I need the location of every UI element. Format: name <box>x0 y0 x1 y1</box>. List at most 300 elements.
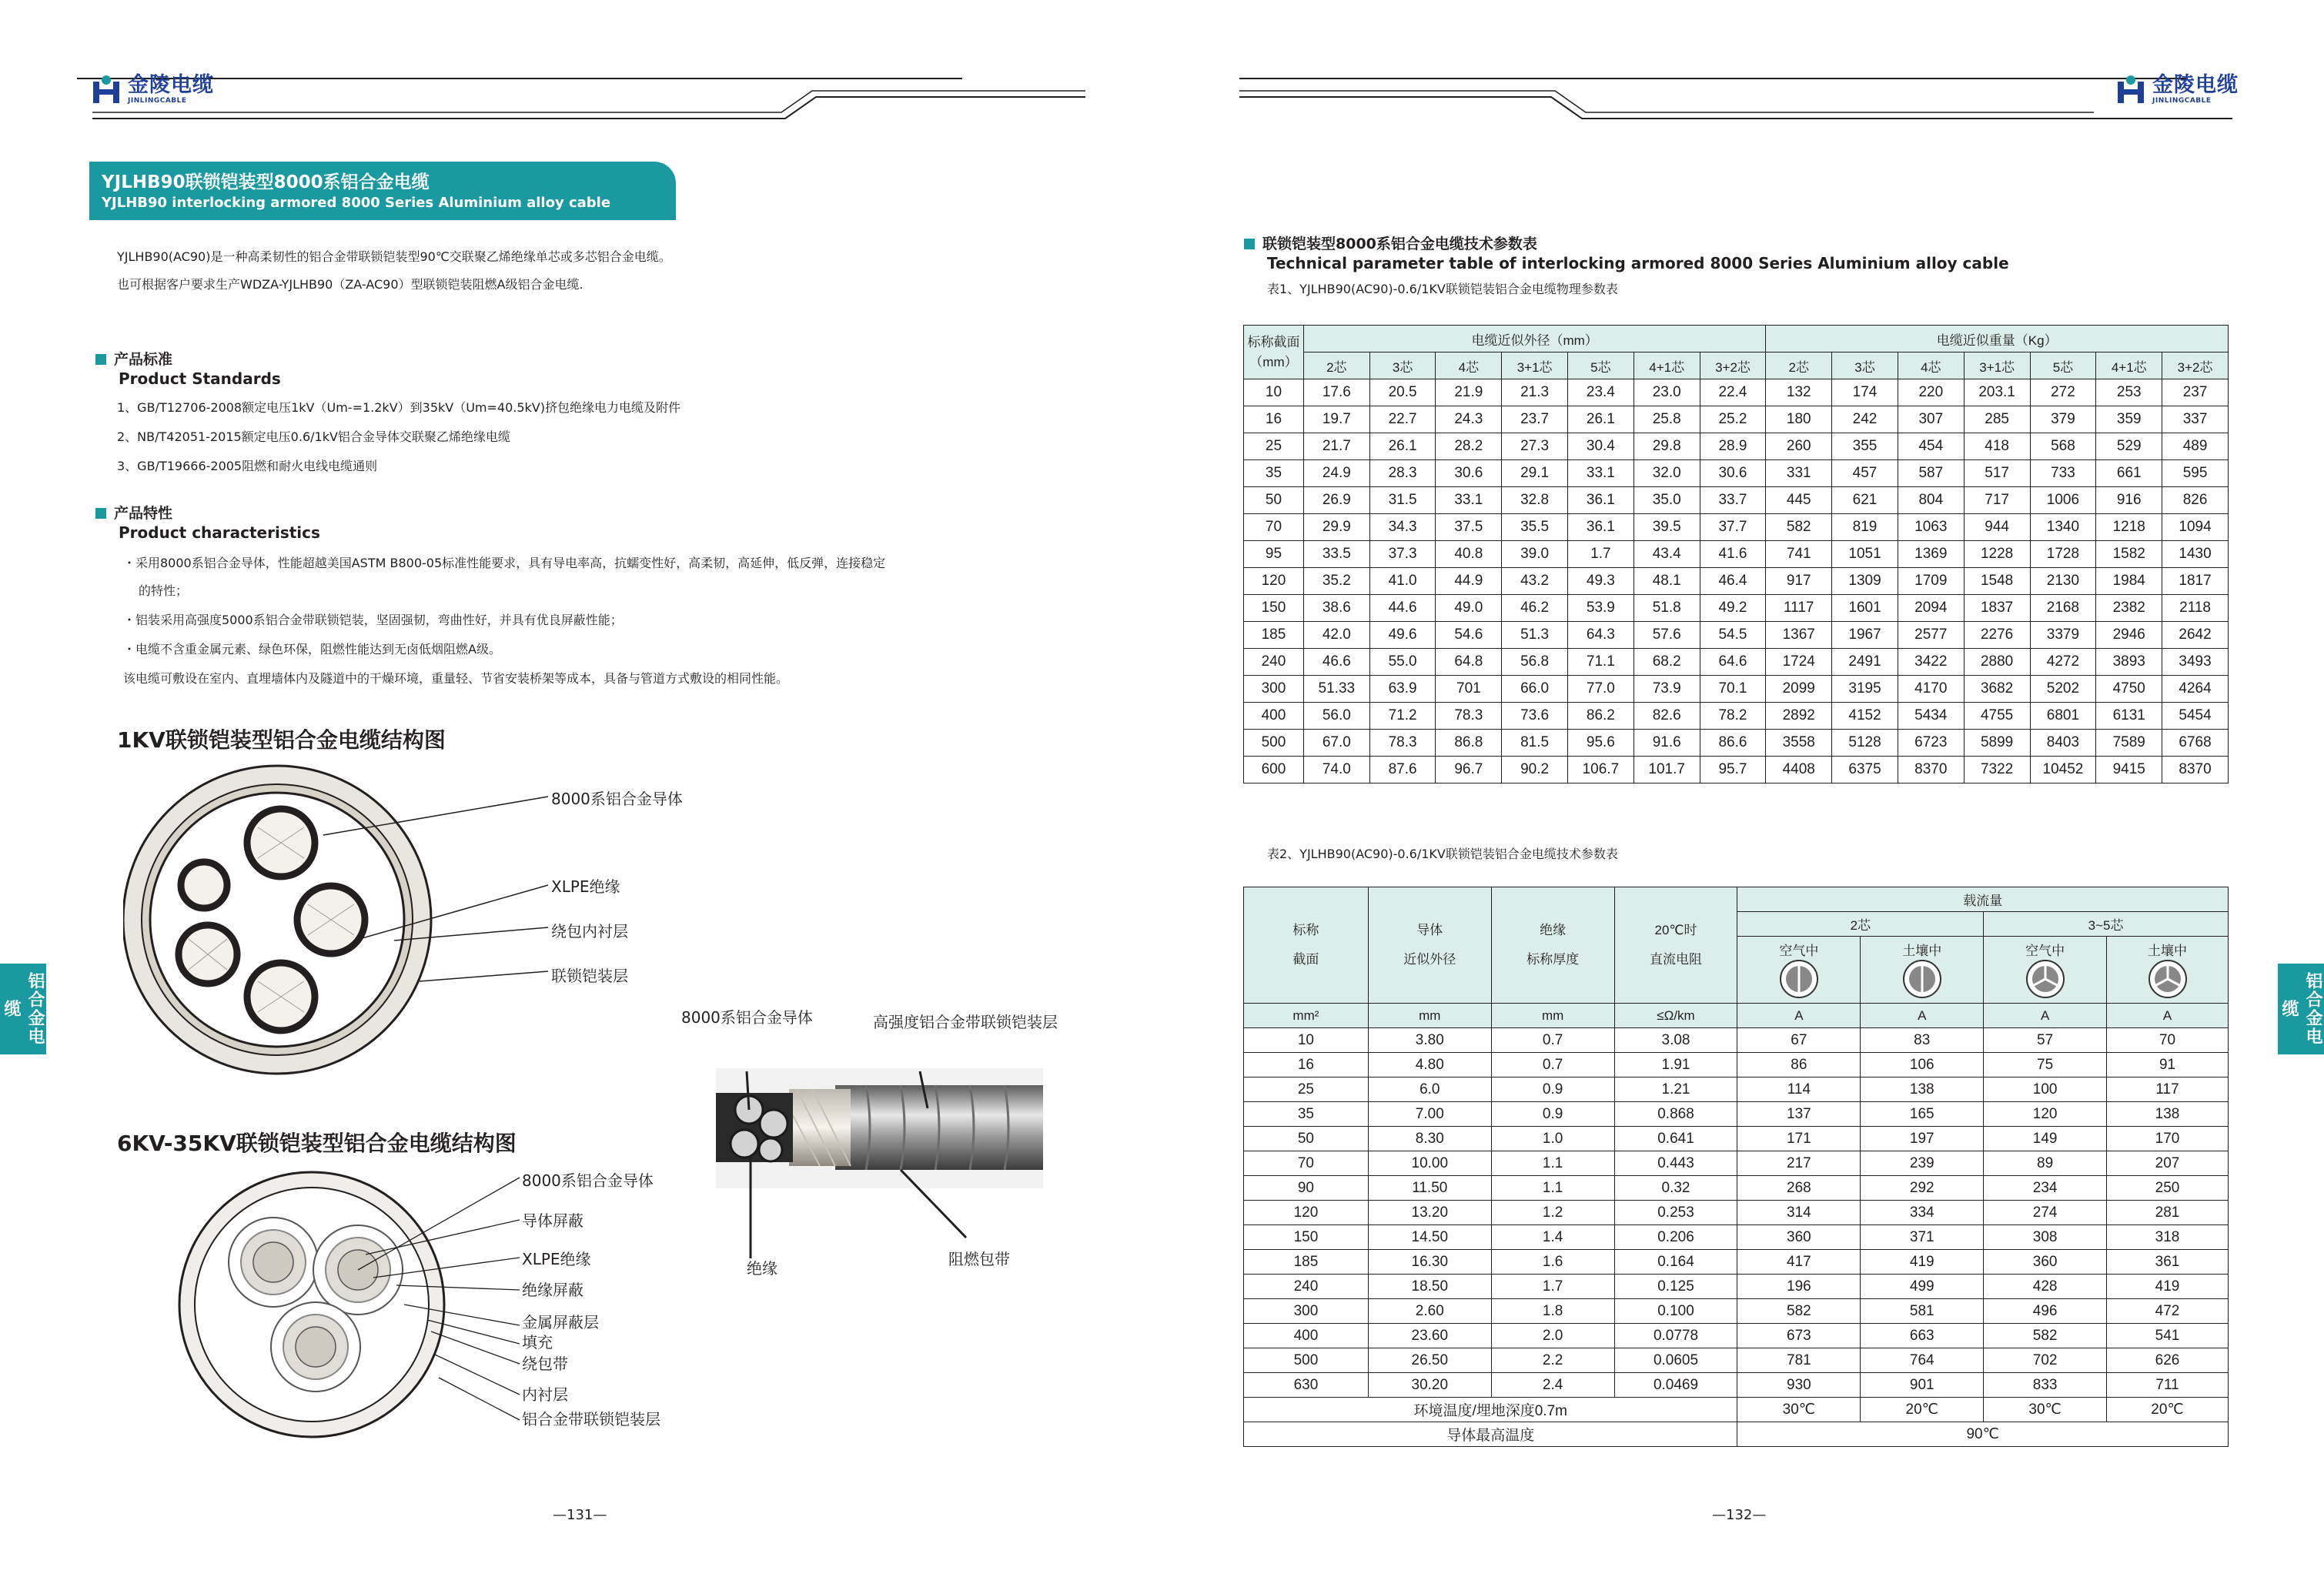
table-cell: 34.3 <box>1369 514 1436 541</box>
table-cell: 38.6 <box>1303 595 1369 622</box>
table-cell: 582 <box>1737 1299 1861 1324</box>
table-cell: 70 <box>1244 514 1304 541</box>
product-title-cn: YJLHB90联锁铠装型8000系铝合金电缆 <box>102 172 430 192</box>
table-cell: 6.0 <box>1368 1077 1491 1102</box>
table-cell: 819 <box>1832 514 1898 541</box>
diagram2-title: 6KV-35KV联锁铠装型铝合金电缆结构图 <box>117 1131 517 1156</box>
table-cell: 25.8 <box>1633 406 1700 433</box>
t1-subheader-cores: 3+2芯 <box>1700 352 1766 379</box>
t1-subheader-cores: 5芯 <box>2030 352 2096 379</box>
table-cell: 418 <box>1964 433 2030 460</box>
table-cell: 1.8 <box>1491 1299 1614 1324</box>
t1-subheader-cores: 3+2芯 <box>2162 352 2229 379</box>
table-cell: 49.0 <box>1436 595 1502 622</box>
table-cell: 663 <box>1861 1324 1984 1348</box>
table-cell: 274 <box>1984 1201 2107 1225</box>
table-cell: 454 <box>1898 433 1964 460</box>
table-cell: 379 <box>2030 406 2096 433</box>
table-cell: 5128 <box>1832 730 1898 757</box>
table-cell: 1.91 <box>1614 1053 1737 1077</box>
physical-params-table <box>1243 325 2229 783</box>
diagram1-label-inner-wrap: 绕包内衬层 <box>551 922 628 941</box>
table-cell: 2382 <box>2096 595 2162 622</box>
cable-35kv-cross-section <box>173 1162 527 1447</box>
table-cell: 472 <box>2107 1299 2229 1324</box>
table-cell: 499 <box>1861 1275 1984 1299</box>
table-cell: 54.6 <box>1436 622 1502 649</box>
brand-name-cn: 金陵电缆 <box>128 72 214 97</box>
photo-label-armor: 高强度铝合金带联锁铠装层 <box>873 1013 1058 1031</box>
table-cell: 10 <box>1244 379 1304 406</box>
table-cell: 95.6 <box>1567 730 1633 757</box>
right-page-number: —132— <box>1712 1507 1767 1523</box>
photo-label-insulation: 绝缘 <box>747 1259 777 1278</box>
table-cell: 3379 <box>2030 622 2096 649</box>
table-cell: 0.7 <box>1491 1028 1614 1053</box>
table-cell: 419 <box>1861 1250 1984 1275</box>
table-cell: 75 <box>1984 1053 2107 1077</box>
table-cell: 26.1 <box>1369 433 1436 460</box>
diagram2-label-metal-shield: 金属屏蔽层 <box>522 1313 599 1331</box>
table-cell: 1367 <box>1766 622 1832 649</box>
table-cell: 8.30 <box>1368 1127 1491 1151</box>
table-cell: 595 <box>2162 460 2229 487</box>
t1-subheader-cores: 3+1芯 <box>1964 352 2030 379</box>
table-cell: 25.2 <box>1700 406 1766 433</box>
t1-subheader-cores: 4芯 <box>1898 352 1964 379</box>
table-cell: 4264 <box>2162 676 2229 703</box>
t2-header-air-2: 空气中 <box>1984 937 2107 1004</box>
table-cell: 3422 <box>1898 649 1964 676</box>
table-cell: 1228 <box>1964 541 2030 568</box>
table-row <box>1244 1373 2229 1398</box>
table-cell: 1.0 <box>1491 1127 1614 1151</box>
table-cell: 101.7 <box>1633 757 1700 783</box>
brand-emblem-icon <box>91 74 122 105</box>
table-cell: 197 <box>1861 1127 1984 1151</box>
technical-params-table <box>1243 887 2229 1447</box>
table-cell: 3893 <box>2096 649 2162 676</box>
table-row <box>1244 541 2229 568</box>
right-header-rule <box>1239 72 2248 122</box>
table-cell: 457 <box>1832 460 1898 487</box>
table-row <box>1244 1299 2229 1324</box>
table-cell: 1063 <box>1898 514 1964 541</box>
table-cell: 33.5 <box>1303 541 1369 568</box>
table-cell: 95 <box>1244 541 1304 568</box>
table-cell: 234 <box>1984 1176 2107 1201</box>
table-cell: 0.32 <box>1614 1176 1737 1201</box>
t2-unit-cell: A <box>1861 1004 1984 1028</box>
table-cell: 781 <box>1737 1348 1861 1373</box>
table-cell: 268 <box>1737 1176 1861 1201</box>
table-cell: 149 <box>1984 1127 2107 1151</box>
table-cell: 57.6 <box>1633 622 1700 649</box>
table-cell: 568 <box>2030 433 2096 460</box>
table-cell: 86.6 <box>1700 730 1766 757</box>
table-cell: 22.7 <box>1369 406 1436 433</box>
table-cell: 1.1 <box>1491 1176 1614 1201</box>
standard-item-1: 1、GB/T12706-2008额定电压1kV（Um-=1.2kV）到35kV（Um=40.5kV)挤包绝缘电力电缆及附件 <box>117 400 680 415</box>
table-cell: 673 <box>1737 1324 1861 1348</box>
table-cell: 2.60 <box>1368 1299 1491 1324</box>
table-cell: 6768 <box>2162 730 2229 757</box>
table-cell: 46.4 <box>1700 568 1766 595</box>
table-cell: 73.6 <box>1502 703 1568 730</box>
table-row <box>1244 1127 2229 1151</box>
table-cell: 63.9 <box>1369 676 1436 703</box>
table-cell: 29.8 <box>1633 433 1700 460</box>
table-cell: 41.6 <box>1700 541 1766 568</box>
table-cell: 4408 <box>1766 757 1832 783</box>
table-cell: 0.868 <box>1614 1102 1737 1127</box>
table-cell: 132 <box>1766 379 1832 406</box>
table-cell: 19.7 <box>1303 406 1369 433</box>
table-cell: 1051 <box>1832 541 1898 568</box>
table-cell: 400 <box>1244 1324 1369 1348</box>
table-cell: 150 <box>1244 1225 1369 1250</box>
table-row <box>1244 568 2229 595</box>
table-cell: 2577 <box>1898 622 1964 649</box>
t2-max-temp-value: 90℃ <box>1737 1422 2229 1447</box>
table-cell: 292 <box>1861 1176 1984 1201</box>
table-cell: 253 <box>2096 379 2162 406</box>
table-cell: 4152 <box>1832 703 1898 730</box>
table-cell: 54.5 <box>1700 622 1766 649</box>
t2-env-value: 30℃ <box>1737 1398 1861 1422</box>
table-cell: 359 <box>2096 406 2162 433</box>
table-row <box>1244 730 2229 757</box>
table-cell: 4.80 <box>1368 1053 1491 1077</box>
table-cell: 529 <box>2096 433 2162 460</box>
table-row <box>1244 676 2229 703</box>
table-cell: 203.1 <box>1964 379 2030 406</box>
table-cell: 138 <box>1861 1077 1984 1102</box>
cable-air-2core-icon <box>1779 959 1819 999</box>
table-cell: 49.2 <box>1700 595 1766 622</box>
table-cell: 314 <box>1737 1201 1861 1225</box>
table-cell: 308 <box>1984 1225 2107 1250</box>
table-row <box>1244 1151 2229 1176</box>
table-row <box>1244 1201 2229 1225</box>
table-cell: 2892 <box>1766 703 1832 730</box>
table-cell: 630 <box>1244 1373 1369 1398</box>
table-cell: 106.7 <box>1567 757 1633 783</box>
table-cell: 86 <box>1737 1053 1861 1077</box>
table-cell: 8370 <box>2162 757 2229 783</box>
table-cell: 1.4 <box>1491 1225 1614 1250</box>
t2-header-dc-resistance: 20℃时 直流电阻 <box>1614 887 1737 1004</box>
table-cell: 1.21 <box>1614 1077 1737 1102</box>
table-cell: 9415 <box>2096 757 2162 783</box>
table-cell: 51.8 <box>1633 595 1700 622</box>
table-cell: 46.6 <box>1303 649 1369 676</box>
table-cell: 24.3 <box>1436 406 1502 433</box>
table-cell: 917 <box>1766 568 1832 595</box>
table-cell: 1724 <box>1766 649 1832 676</box>
left-page-number: —131— <box>553 1507 607 1523</box>
table-cell: 96.7 <box>1436 757 1502 783</box>
table-cell: 22.4 <box>1700 379 1766 406</box>
table-cell: 496 <box>1984 1299 2107 1324</box>
table-cell: 56.0 <box>1303 703 1369 730</box>
table-cell: 360 <box>1984 1250 2107 1275</box>
table-cell: 117 <box>2107 1077 2229 1102</box>
diagram2-label-xlpe: XLPE绝缘 <box>522 1250 591 1268</box>
standards-heading: 产品标准 <box>95 348 172 369</box>
table-cell: 2880 <box>1964 649 2030 676</box>
cable-air-multicore-icon <box>2025 959 2065 999</box>
t1-subheader-cores: 2芯 <box>1766 352 1832 379</box>
table-cell: 23.0 <box>1633 379 1700 406</box>
brand-name-en: JINLINGCABLE <box>2152 96 2212 105</box>
table-cell: 114 <box>1737 1077 1861 1102</box>
table-cell: 2130 <box>2030 568 2096 595</box>
table-row <box>1244 406 2229 433</box>
table-cell: 67 <box>1737 1028 1861 1053</box>
table-cell: 741 <box>1766 541 1832 568</box>
cable-soil-multicore-icon <box>2148 959 2188 999</box>
table-cell: 272 <box>2030 379 2096 406</box>
table-cell: 165 <box>1861 1102 1984 1127</box>
table-cell: 4272 <box>2030 649 2096 676</box>
table-cell: 26.50 <box>1368 1348 1491 1373</box>
table-cell: 0.253 <box>1614 1201 1737 1225</box>
table-cell: 661 <box>2096 460 2162 487</box>
table-cell: 2.2 <box>1491 1348 1614 1373</box>
table-cell: 48.1 <box>1633 568 1700 595</box>
t2-header-section: 标称 截面 <box>1244 887 1369 1004</box>
standard-item-3: 3、GB/T19666-2005阻燃和耐火电线电缆通则 <box>117 459 378 473</box>
t2-header-3to5core: 3~5芯 <box>1984 912 2229 937</box>
t2-unit-cell: A <box>1737 1004 1861 1028</box>
table-cell: 36.1 <box>1567 514 1633 541</box>
t2-env-label: 环境温度/埋地深度0.7m <box>1244 1398 1737 1422</box>
table-cell: 8403 <box>2030 730 2096 757</box>
table-cell: 170 <box>2107 1127 2229 1151</box>
table-cell: 1967 <box>1832 622 1898 649</box>
table-cell: 78.3 <box>1436 703 1502 730</box>
table-cell: 56.8 <box>1502 649 1568 676</box>
characteristic-item-4: 该电缆可敷设在室内、直埋墙体内及隧道中的干燥环境，重量轻、节省安装桥架等成本，具备与管道方式敷设的相同性能。 <box>123 671 789 686</box>
table-cell: 1817 <box>2162 568 2229 595</box>
table-cell: 64.6 <box>1700 649 1766 676</box>
table-cell: 30.6 <box>1700 460 1766 487</box>
table-cell: 90.2 <box>1502 757 1568 783</box>
t1-header-od-group: 电缆近似外径（mm） <box>1303 326 1765 352</box>
table-cell: 220 <box>1898 379 1964 406</box>
characteristics-heading-en: Product characteristics <box>119 523 320 542</box>
table-cell: 1601 <box>1832 595 1898 622</box>
t2-env-value: 30℃ <box>1984 1398 2107 1422</box>
table-cell: 360 <box>1737 1225 1861 1250</box>
table-cell: 77.0 <box>1567 676 1633 703</box>
table-cell: 82.6 <box>1633 703 1700 730</box>
table-cell: 804 <box>1898 487 1964 514</box>
table-cell: 0.0605 <box>1614 1348 1737 1373</box>
table-cell: 1837 <box>1964 595 2030 622</box>
brand-name-en: JINLINGCABLE <box>128 96 187 105</box>
table-cell: 0.206 <box>1614 1225 1737 1250</box>
table-cell: 90 <box>1244 1176 1369 1201</box>
table-cell: 541 <box>2107 1324 2229 1348</box>
table-cell: 18.50 <box>1368 1275 1491 1299</box>
table-cell: 78.3 <box>1369 730 1436 757</box>
table-cell: 70 <box>2107 1028 2229 1053</box>
right-side-tab: 铝合金电缆 <box>2278 964 2324 1054</box>
table-cell: 5434 <box>1898 703 1964 730</box>
table-row <box>1244 757 2229 783</box>
table-cell: 1.7 <box>1491 1275 1614 1299</box>
table-cell: 16 <box>1244 1053 1369 1077</box>
table-cell: 1340 <box>2030 514 2096 541</box>
table-cell: 281 <box>2107 1201 2229 1225</box>
table-cell: 5454 <box>2162 703 2229 730</box>
table-cell: 185 <box>1244 622 1304 649</box>
table-cell: 21.9 <box>1436 379 1502 406</box>
table-cell: 240 <box>1244 1275 1369 1299</box>
table-cell: 1582 <box>2096 541 2162 568</box>
table-cell: 702 <box>1984 1348 2107 1373</box>
diagram1-title: 1KV联锁铠装型铝合金电缆结构图 <box>117 727 446 753</box>
table-cell: 10 <box>1244 1028 1369 1053</box>
table-row <box>1244 379 2229 406</box>
table-cell: 717 <box>1964 487 2030 514</box>
table-cell: 1.2 <box>1491 1201 1614 1225</box>
table-cell: 400 <box>1244 703 1304 730</box>
table-cell: 3.80 <box>1368 1028 1491 1053</box>
table-cell: 331 <box>1766 460 1832 487</box>
table-cell: 120 <box>1244 568 1304 595</box>
standard-item-2: 2、NB/T42051-2015额定电压0.6/1kV铝合金导体交联聚乙烯绝缘电缆 <box>117 429 510 444</box>
table-cell: 1117 <box>1766 595 1832 622</box>
table-cell: 100 <box>1984 1077 2107 1102</box>
table-cell: 7.00 <box>1368 1102 1491 1127</box>
table-cell: 626 <box>2107 1348 2229 1373</box>
table-cell: 31.5 <box>1369 487 1436 514</box>
table-cell: 6801 <box>2030 703 2096 730</box>
table-cell: 500 <box>1244 730 1304 757</box>
table-cell: 3682 <box>1964 676 2030 703</box>
table-cell: 37.5 <box>1436 514 1502 541</box>
table-cell: 1006 <box>2030 487 2096 514</box>
table-cell: 0.7 <box>1491 1053 1614 1077</box>
table-row <box>1244 622 2229 649</box>
right-brand-logo <box>2115 74 2239 105</box>
table-cell: 73.9 <box>1633 676 1700 703</box>
table-cell: 55.0 <box>1369 649 1436 676</box>
table-cell: 944 <box>1964 514 2030 541</box>
diagram2-label-conductor: 8000系铝合金导体 <box>522 1171 654 1190</box>
table-cell: 16 <box>1244 406 1304 433</box>
table-cell: 10.00 <box>1368 1151 1491 1176</box>
table-cell: 2946 <box>2096 622 2162 649</box>
table-cell: 28.9 <box>1700 433 1766 460</box>
t1-subheader-cores: 4芯 <box>1436 352 1502 379</box>
t2-unit-cell: A <box>1984 1004 2107 1028</box>
table-cell: 42.0 <box>1303 622 1369 649</box>
table-cell: 32.8 <box>1502 487 1568 514</box>
table-cell: 4170 <box>1898 676 1964 703</box>
t2-env-value: 20℃ <box>2107 1398 2229 1422</box>
characteristics-heading: 产品特性 <box>95 502 172 523</box>
table-cell: 50 <box>1244 487 1304 514</box>
diagram2-label-filler: 填充 <box>522 1333 553 1351</box>
table-cell: 1.7 <box>1567 541 1633 568</box>
table-cell: 587 <box>1898 460 1964 487</box>
table-row <box>1244 460 2229 487</box>
table-row <box>1244 1102 2229 1127</box>
table-cell: 51.33 <box>1303 676 1369 703</box>
characteristic-item-3: ・电缆不含重金属元素、绿色环保，阻燃性能达到无卤低烟阻燃A级。 <box>123 642 501 657</box>
table-cell: 57 <box>1984 1028 2107 1053</box>
table-cell: 250 <box>2107 1176 2229 1201</box>
table-cell: 35 <box>1244 460 1304 487</box>
table-cell: 180 <box>1766 406 1832 433</box>
table-cell: 417 <box>1737 1250 1861 1275</box>
table-cell: 5899 <box>1964 730 2030 757</box>
table-cell: 2168 <box>2030 595 2096 622</box>
diagram1-label-conductor: 8000系铝合金导体 <box>551 790 683 808</box>
intro-line-2: 也可根据客户要求生产WDZA-YJLHB90（ZA-AC90）型联锁铠装阻燃A级铝合金电缆. <box>117 277 584 292</box>
table-cell: 39.0 <box>1502 541 1568 568</box>
t1-subheader-cores: 3芯 <box>1369 352 1436 379</box>
table-cell: 10452 <box>2030 757 2096 783</box>
table-cell: 2276 <box>1964 622 2030 649</box>
table-cell: 95.7 <box>1700 757 1766 783</box>
table-cell: 2.0 <box>1491 1324 1614 1348</box>
table-cell: 29.1 <box>1502 460 1568 487</box>
table-cell: 196 <box>1737 1275 1861 1299</box>
table-cell: 0.125 <box>1614 1275 1737 1299</box>
cable-1kv-cross-section <box>123 762 724 1085</box>
table-cell: 83 <box>1861 1028 1984 1053</box>
table-cell: 138 <box>2107 1102 2229 1127</box>
table-cell: 419 <box>2107 1275 2229 1299</box>
table-cell: 1548 <box>1964 568 2030 595</box>
table-cell: 7589 <box>2096 730 2162 757</box>
table-row <box>1244 1225 2229 1250</box>
table-cell: 300 <box>1244 676 1304 703</box>
t2-unit-cell: ≤Ω/km <box>1614 1004 1737 1028</box>
left-brand-logo <box>91 74 214 105</box>
table-cell: 89 <box>1984 1151 2107 1176</box>
table-cell: 71.1 <box>1567 649 1633 676</box>
table-cell: 334 <box>1861 1201 1984 1225</box>
table-cell: 86.8 <box>1436 730 1502 757</box>
table-cell: 33.7 <box>1700 487 1766 514</box>
table-cell: 44.9 <box>1436 568 1502 595</box>
table-cell: 0.100 <box>1614 1299 1737 1324</box>
table-cell: 43.4 <box>1633 541 1700 568</box>
table-row <box>1244 595 2229 622</box>
table-cell: 64.8 <box>1436 649 1502 676</box>
t2-header-air-1: 空气中 <box>1737 937 1861 1004</box>
table-cell: 70 <box>1244 1151 1369 1176</box>
table-cell: 49.3 <box>1567 568 1633 595</box>
table-cell: 764 <box>1861 1348 1984 1373</box>
table-cell: 1218 <box>2096 514 2162 541</box>
diagram2-label-wrap-tape: 绕包带 <box>522 1355 568 1373</box>
table-cell: 81.5 <box>1502 730 1568 757</box>
table-cell: 4750 <box>2096 676 2162 703</box>
standards-heading-en: Product Standards <box>119 369 281 388</box>
table-cell: 0.164 <box>1614 1250 1737 1275</box>
table-cell: 120 <box>1984 1102 2107 1127</box>
t1-subheader-cores: 5芯 <box>1567 352 1633 379</box>
table-cell: 43.2 <box>1502 568 1568 595</box>
product-title-en: YJLHB90 interlocking armored 8000 Series Aluminium alloy cable <box>102 195 611 211</box>
